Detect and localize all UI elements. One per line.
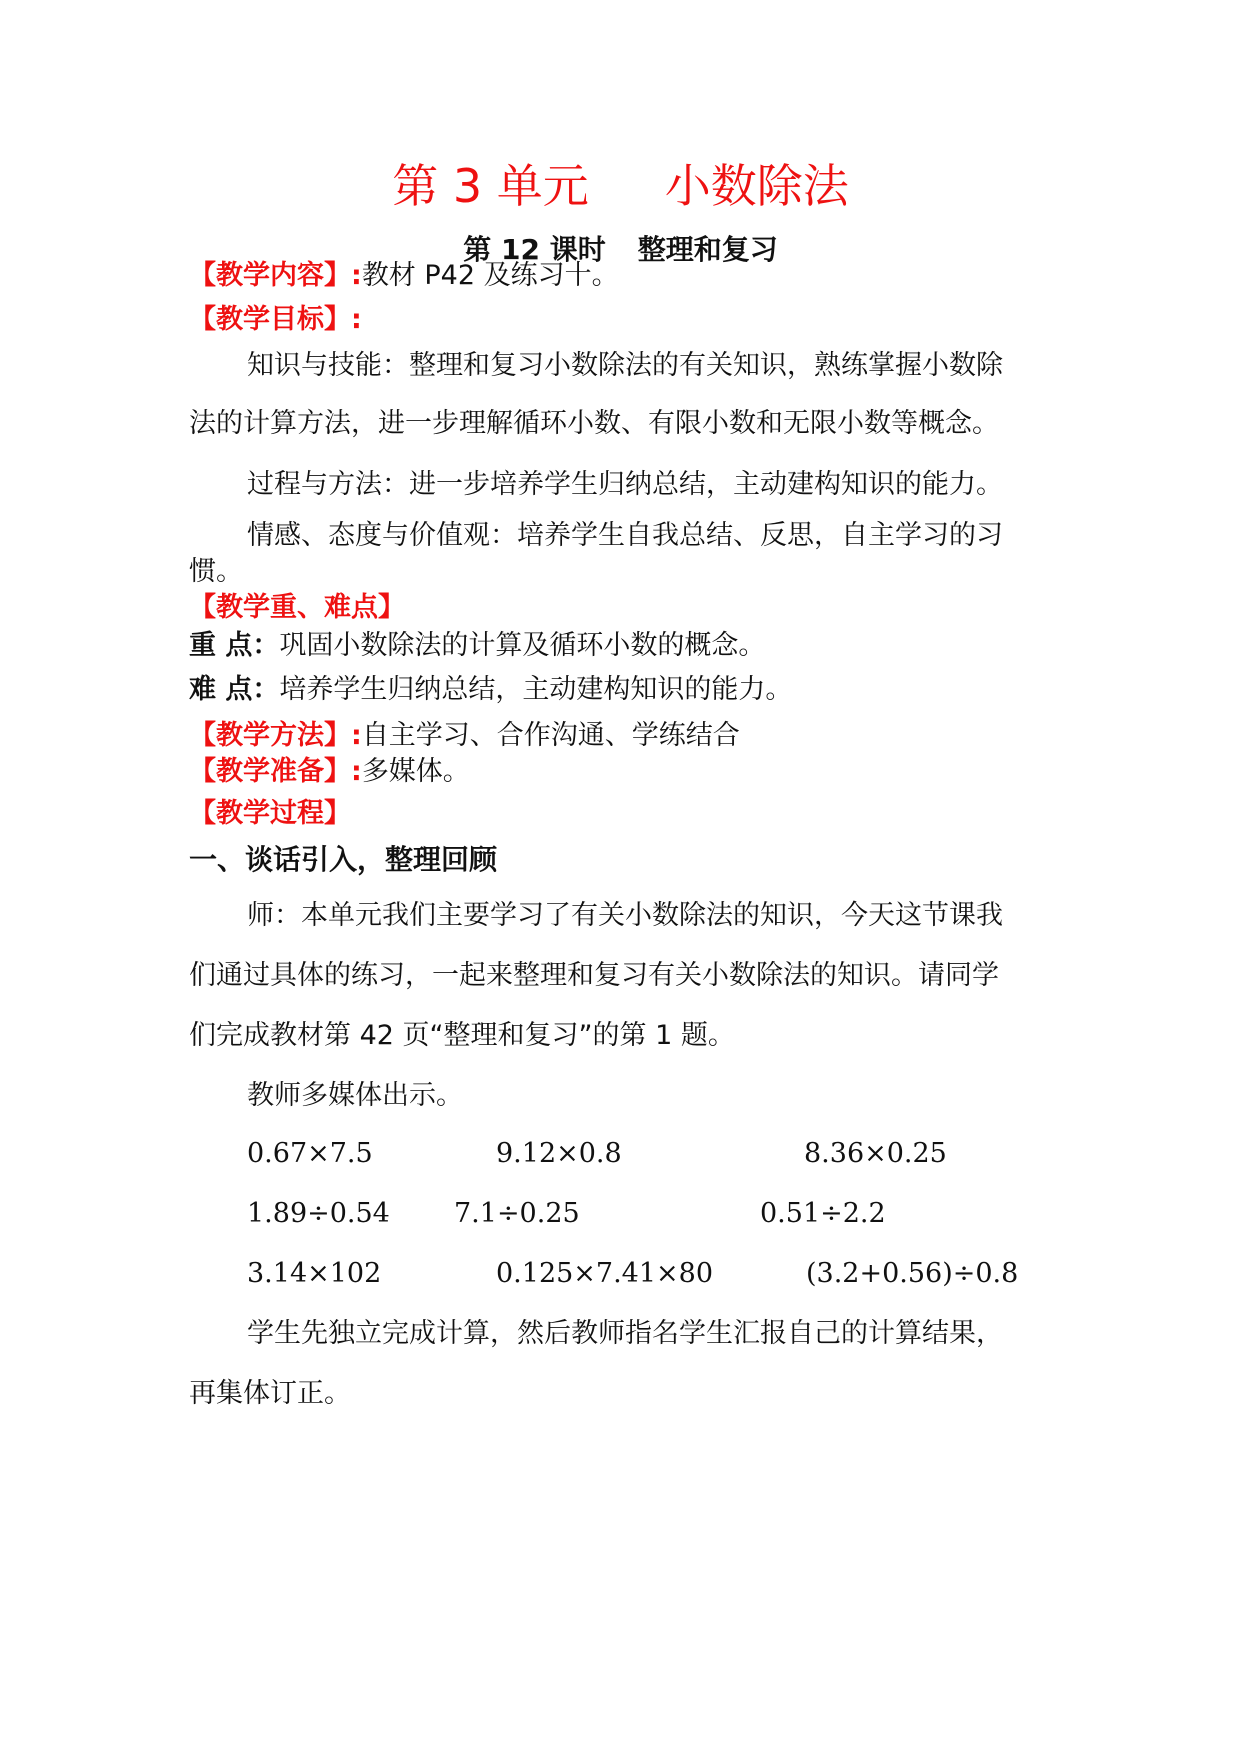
objective-emotion-line1: 情感、态度与价值观：培养学生自我总结、反思，自主学习的习 xyxy=(247,520,1003,551)
teaching-preparation-label: 【教学准备】: xyxy=(189,756,362,787)
key-points-label: 【教学重、难点】 xyxy=(189,592,405,623)
exercise-item: (3.2+0.56)÷0.8 xyxy=(806,1258,1019,1289)
teaching-content xyxy=(189,256,619,296)
teacher-paragraph-line1: 师：本单元我们主要学习了有关小数除法的知识，今天这节课我 xyxy=(247,900,1003,931)
exercise-item: 8.36×0.25 xyxy=(804,1138,947,1169)
unit-title xyxy=(0,158,1241,214)
exercise-item: 0.125×7.41×80 xyxy=(496,1258,714,1289)
teaching-methods-label: 【教学方法】: xyxy=(189,720,362,751)
student-paragraph-line2: 再集体订正。 xyxy=(189,1378,351,1409)
key-point-label: 重 点： xyxy=(189,630,280,661)
teacher-paragraph-line2: 们通过具体的练习，一起来整理和复习有关小数除法的知识。请同学 xyxy=(189,960,999,991)
unit-number: 第 3 单元 xyxy=(392,159,589,213)
key-point xyxy=(189,626,765,666)
difficult-point-text: 培养学生归纳总结，主动建构知识的能力。 xyxy=(279,674,793,705)
lesson-name: 整理和复习 xyxy=(637,233,778,266)
objective-knowledge-line1: 知识与技能：整理和复习小数除法的有关知识，熟练掌握小数除 xyxy=(247,350,1003,381)
unit-name: 小数除法 xyxy=(664,159,849,213)
objective-knowledge-line2: 法的计算方法，进一步理解循环小数、有限小数和无限小数等概念。 xyxy=(189,408,999,439)
teaching-preparation-text: 多媒体。 xyxy=(361,756,470,787)
lesson-subtitle xyxy=(0,230,1241,270)
teaching-process-label: 【教学过程】 xyxy=(189,798,351,829)
exercise-item: 0.51÷2.2 xyxy=(760,1198,886,1229)
teacher-paragraph-line3: 们完成教材第 42 页“整理和复习”的第 1 题。 xyxy=(189,1020,735,1051)
section-heading: 一、谈话引入，整理回顾 xyxy=(189,843,498,876)
key-point-text: 巩固小数除法的计算及循环小数的概念。 xyxy=(279,630,766,661)
teaching-objectives-label: 【教学目标】: xyxy=(189,304,362,335)
exercise-item: 0.67×7.5 xyxy=(247,1138,373,1169)
lesson-number: 第 12 课时 xyxy=(463,233,606,266)
student-paragraph-line1: 学生先独立完成计算，然后教师指名学生汇报自己的计算结果， xyxy=(247,1318,1003,1349)
objective-process: 过程与方法：进一步培养学生归纳总结，主动建构知识的能力。 xyxy=(247,469,1003,500)
exercise-item: 3.14×102 xyxy=(247,1258,382,1289)
teacher-shows: 教师多媒体出示。 xyxy=(247,1080,463,1111)
difficult-point xyxy=(189,670,792,710)
teaching-content-text: 教材 P42 及练习十。 xyxy=(361,260,619,291)
teaching-preparation xyxy=(189,752,470,792)
exercise-item: 9.12×0.8 xyxy=(496,1138,622,1169)
difficult-point-label: 难 点： xyxy=(189,674,280,705)
objective-emotion-line2: 惯。 xyxy=(189,556,243,587)
exercise-item: 1.89÷0.54 xyxy=(247,1198,390,1229)
teaching-methods-text: 自主学习、合作沟通、学练结合 xyxy=(361,720,740,751)
teaching-methods xyxy=(189,716,740,756)
teaching-content-label: 【教学内容】: xyxy=(189,260,362,291)
exercise-item: 7.1÷0.25 xyxy=(454,1198,580,1229)
